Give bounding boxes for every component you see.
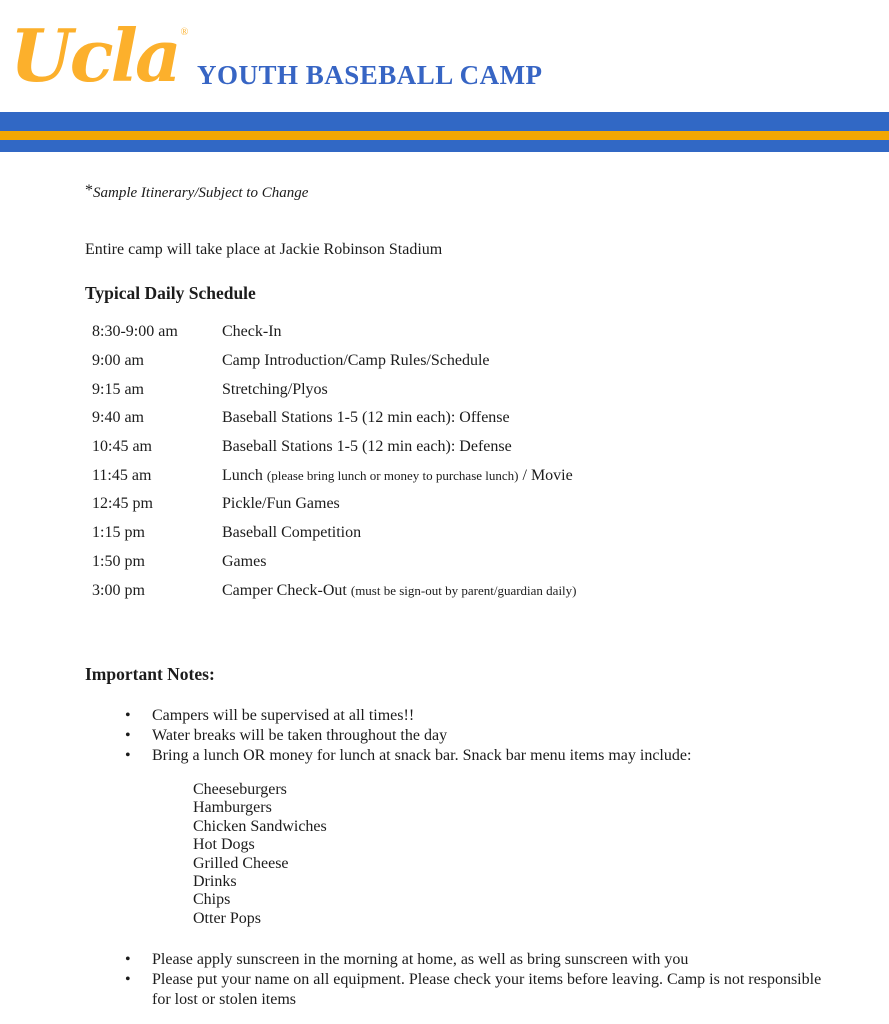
closing-note-bullet: • Please apply sunscreen in the morning at home, as well as bring sunscreen with you [125, 950, 822, 970]
ucla-logo [10, 13, 189, 98]
menu-item: Chicken Sandwiches [193, 817, 327, 835]
schedule-activity: Games [222, 552, 267, 570]
note-bullet: • Campers will be supervised at all times!! [125, 706, 822, 726]
schedule-activity: Stretching/Plyos [222, 380, 328, 398]
schedule-heading: Typical Daily Schedule [85, 283, 256, 303]
schedule-time: 8:30-9:00 am [92, 323, 178, 341]
stripe-blue-bottom [0, 140, 889, 152]
schedule-row [92, 375, 834, 404]
brand-stripes [0, 112, 889, 152]
schedule-row [92, 347, 834, 376]
camp-location-line: Entire camp will take place at Jackie Robinson Stadium [85, 241, 443, 258]
schedule-row [92, 318, 834, 347]
page-header [0, 0, 889, 112]
schedule-time: 9:00 am [92, 352, 144, 370]
note-bullet: • Bring a lunch OR money for lunch at snack bar. Snack bar menu items may include: [125, 746, 822, 766]
closing-note-bullet: • Please put your name on all equipment. Please check your items before leaving. Camp is not responsible for lost or stolen items [125, 970, 822, 1010]
menu-item: Hamburgers [193, 799, 272, 817]
menu-item: Cheeseburgers [193, 780, 287, 798]
schedule-row [92, 461, 834, 490]
document-body [85, 182, 834, 1010]
schedule-activity: Pickle/Fun Games [222, 495, 340, 513]
schedule-time: 3:00 pm [92, 581, 145, 599]
schedule-row [92, 576, 834, 605]
important-notes-heading: Important Notes: [85, 663, 215, 684]
ucla-logo-text: Ucla [10, 13, 179, 98]
daily-schedule-table [92, 318, 834, 605]
schedule-row [92, 404, 834, 433]
menu-item: Grilled Cheese [193, 854, 289, 872]
schedule-activity: Lunch (please bring lunch or money to purchase lunch) / Movie [222, 466, 573, 484]
schedule-time: 12:45 pm [92, 495, 153, 513]
schedule-time: 9:40 am [92, 409, 144, 427]
menu-item: Drinks [193, 872, 237, 890]
schedule-row [92, 519, 834, 548]
sample-itinerary-text: Sample Itinerary/Subject to Change [93, 185, 309, 201]
menu-item: Hot Dogs [193, 836, 255, 854]
schedule-time: 10:45 am [92, 438, 152, 456]
registered-trademark-icon: ® [180, 27, 189, 38]
schedule-row [92, 433, 834, 462]
snack-bar-menu-list [193, 781, 834, 928]
asterisk: * [85, 182, 93, 199]
schedule-time: 9:15 am [92, 380, 144, 398]
page-title: YOUTH BASEBALL CAMP [197, 60, 543, 90]
schedule-activity: Check-In [222, 323, 282, 341]
schedule-row [92, 548, 834, 577]
schedule-activity: Camp Introduction/Camp Rules/Schedule [222, 352, 490, 370]
menu-item: Chips [193, 891, 231, 909]
schedule-time: 11:45 am [92, 466, 152, 484]
menu-item: Otter Pops [193, 909, 261, 927]
note-bullet: • Water breaks will be taken throughout the day [125, 726, 822, 746]
closing-notes-list [85, 950, 834, 1010]
schedule-activity: Baseball Stations 1-5 (12 min each): Offense [222, 409, 510, 427]
schedule-row [92, 490, 834, 519]
schedule-time: 1:15 pm [92, 524, 145, 542]
important-notes-list [85, 706, 834, 766]
sample-itinerary-note [85, 182, 834, 202]
stripe-blue-top [0, 112, 889, 131]
stripe-gold [0, 131, 889, 140]
schedule-time: 1:50 pm [92, 552, 145, 570]
schedule-activity: Baseball Stations 1-5 (12 min each): Defense [222, 438, 512, 456]
schedule-activity: Baseball Competition [222, 524, 362, 542]
schedule-activity: Camper Check-Out (must be sign-out by parent/guardian daily) [222, 581, 577, 599]
